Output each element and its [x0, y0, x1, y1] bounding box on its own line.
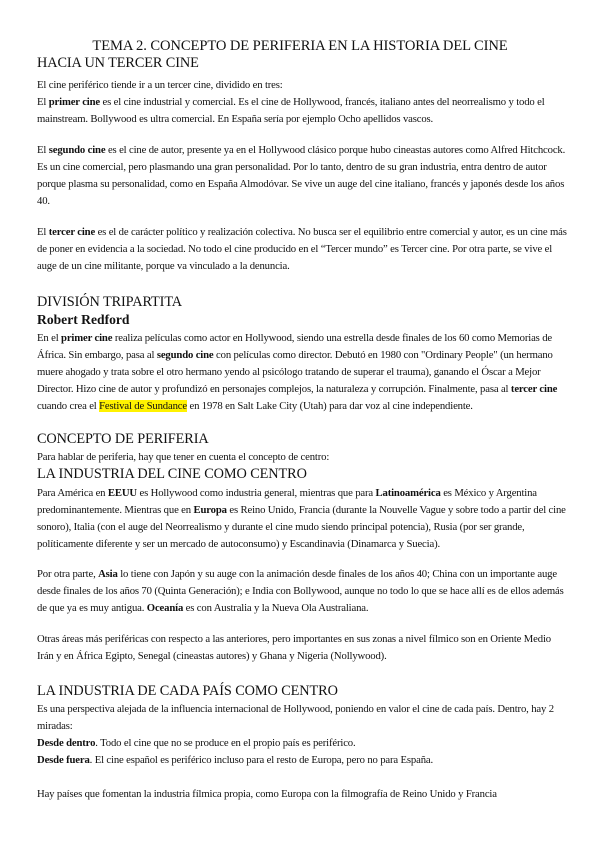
desde-fuera: Desde fuera. El cine español es periférico incluso para el resto de Europa, pero no para España.: [37, 754, 434, 766]
page-title: TEMA 2. CONCEPTO DE PERIFERIA EN LA HISTORIA DEL CINE: [92, 38, 508, 54]
periferia-intro: Para hablar de periferia, hay que tener en cuenta el concepto de centro:: [37, 451, 330, 463]
subheading-industria-centro: LA INDUSTRIA DEL CINE COMO CENTRO: [37, 466, 307, 482]
paragraph-tercer-cine: El tercer cine es el de carácter político y realización colectiva. No busca ser el equilibrio entre comercial y autor, es un cine más de poner en evidencia a la sociedad. No todo el cine producido en el “Tercer mundo” es Tercer cine. Por otra parte, se vive el auge de un cine militante, porque va vinculado a la denuncia.: [37, 226, 567, 272]
highlight-festival-sundance: Festival de Sundance: [99, 400, 187, 412]
paragraph-otras-areas: Otras áreas más periféricas con respecto a las anteriores, pero importantes en sus zonas a nivel fílmico son en Oriente Medio Irán y en África Egipto, Senegal (cineastas autores) y Ghana y Nigeria (Nollywood).: [37, 633, 551, 662]
paragraph-asia-oceania: Por otra parte, Asia lo tiene con Japón y su auge con la animación desde finales de los años 40; China con un importante auge desde finales de los años 70 (Quinta Generación); e India con Bollywood, aunque no todo lo que se hace allí es de ellos además de que ya es muy antigua. Oceanía es con Australia y la Nueva Ola Australiana.: [37, 568, 564, 614]
cada-pais-intro: Es una perspectiva alejada de la influencia internacional de Hollywood, poniendo en valor el cine de cada país. Dentro, hay 2 miradas:: [37, 703, 554, 732]
heading-division-tripartita: DIVISIÓN TRIPARTITA: [37, 294, 183, 310]
subheading-robert-redford: Robert Redford: [37, 312, 130, 327]
tercer-cine-intro: El cine periférico tiende ir a un tercer cine, dividido en tres:: [37, 79, 283, 91]
heading-concepto-periferia: CONCEPTO DE PERIFERIA: [37, 431, 209, 447]
paragraph-primer-cine: El primer cine es el cine industrial y comercial. Es el cine de Hollywood, francés, italiano antes del neorrealismo y todo el mainstream. Bollywood es ultra comercial. En España sería por ejemplo Ocho apellidos vascos.: [37, 96, 545, 125]
heading-tercer-cine: HACIA UN TERCER CINE: [37, 55, 199, 71]
paragraph-paises-industria: Hay países que fomentan la industria fílmica propia, como Europa con la filmografía de Reino Unido y Francia: [37, 788, 497, 800]
paragraph-america-europa: Para América en EEUU es Hollywood como industria general, mientras que para Latinoamérica es México y Argentina predominantemente. Mientras que en Europa es Reino Unido, Francia (durante la Nouvelle Vague y sobre todo a partir del cine sonoro), Italia (con el auge del Neorrealismo y durante el cine mudo siendo principal potencia), Rusia (por ser grande, políticamente diferente y ser un mercado de autoconsumo) y Escandinavia (Dinamarca y Suecia).: [37, 487, 566, 550]
paragraph-robert-redford: En el primer cine realiza películas como actor en Hollywood, siendo una estrella desde finales de los 60 como Memorias de África. Sin embargo, pasa al segundo cine con películas como director. Debutó en 1980 con "Ordinary People" (un hermano muere ahogado y trata sobre el otro hermano yendo al psicólogo tratando de superar el trauma), ganando el Óscar a Mejor Director. Hizo cine de autor y profundizó en personajes complejos, la naturaleza y corrupción. Finalmente, pasa al tercer cine cuando crea el Festival de Sundance en 1978 en Salt Lake City (Utah) para dar voz al cine independiente.: [37, 332, 558, 412]
heading-cada-pais: LA INDUSTRIA DE CADA PAÍS COMO CENTRO: [37, 683, 338, 699]
paragraph-segundo-cine: El segundo cine es el cine de autor, presente ya en el Hollywood clásico porque hubo cineastas autores como Alfred Hitchcock. Es un cine comercial, pero plasmando una gran personalidad. Por lo tanto, dentro de su gran industria, entra dentro de autor porque plasma su personalidad, como en España Almodóvar. Se vive un auge del cine italiano, francés y japonés desde los años 40.: [37, 144, 566, 207]
desde-dentro: Desde dentro. Todo el cine que no se produce en el propio país es periférico.: [37, 737, 356, 749]
